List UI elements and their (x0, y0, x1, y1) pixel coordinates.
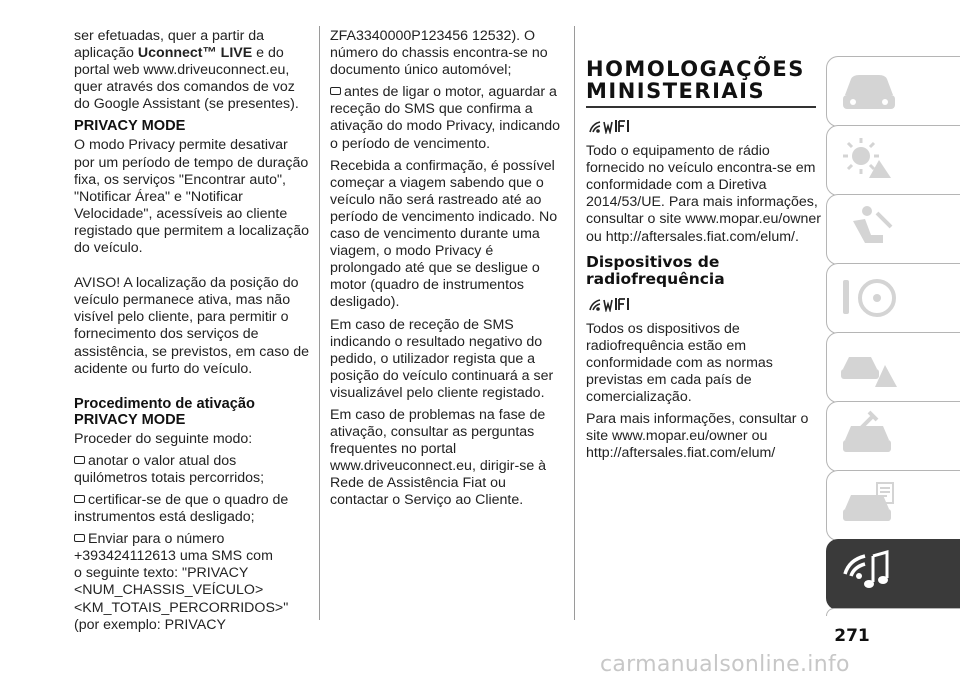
car-dashboard-icon (839, 65, 899, 119)
paragraph: Para mais informações, consultar o site www.mopar.eu/owner ou http://aftersales.fiat.com/elum/ (586, 411, 809, 462)
paragraph: Em caso de receção de SMS indicando o resultado negativo do pedido, o utilizador regista que a posição do veículo continuará a ser visualizável pelo cliente registado. (330, 316, 554, 401)
tab-index[interactable] (826, 608, 960, 616)
bullet-icon (74, 534, 85, 542)
paragraph: Todo o equipamento de rádio fornecido no veículo encontra-se em conformidade com a Diretiva 2014/53/UE. Para mais informações, consultar o site www.mopar.eu/owner ou http://aftersales.fiat.com/elum/. (586, 143, 821, 245)
app-name: Uconnect™ LIVE (137, 45, 253, 62)
heading-radio-devices: Dispositivos de radiofrequência (586, 252, 725, 288)
paragraph: O modo Privacy permite desativar por um período de tempo de duração fixa, os serviços "Encontrar auto", "Notificar Área" e "Notificar Velocidade", acessíveis ao cliente registado que permitem a localização do veículo. (74, 137, 310, 257)
list-item: Enviar para o número +393424112613 uma SMS com o seguinte texto: "PRIVACY <NUM_CHASSIS_VEÍCULO> <KM_TOTAIS_PERCORRIDOS>" (por exemplo: PRIVACY (74, 531, 289, 633)
paragraph: Recebida a confirmação, é possível começar a viagem sabendo que o veículo não será rastreado até ao período de vencimento indicado. No caso de vencimento durante uma viagem, o modo Privacy é prolongado até que se desligue o motor (quadro de instrumentos desligado). (330, 157, 558, 311)
tab-steering-key[interactable] (826, 263, 960, 334)
page-number: 271 (834, 626, 870, 646)
specs-icon (839, 479, 899, 533)
radio-signal-icon (588, 296, 636, 312)
breakdown-icon (839, 341, 899, 395)
tab-seat-safety[interactable] (826, 194, 960, 265)
heading-rule (586, 106, 816, 108)
tab-breakdown[interactable] (826, 332, 960, 403)
steering-key-icon (839, 272, 899, 326)
tab-car-dashboard[interactable] (826, 56, 960, 127)
tab-multimedia[interactable] (826, 539, 960, 610)
text-column-1 (74, 28, 310, 634)
warning-lights-icon (839, 134, 899, 188)
radio-signal-icon (588, 118, 636, 134)
paragraph: ser efetuadas, quer a partir da aplicação Uconnect™ LIVE e do portal web www.driveuconnect.eu, quer através dos comandos de voz do Google Assistant (se presentes). (74, 28, 299, 113)
maintenance-icon (839, 410, 899, 464)
paragraph: ZFA3340000P123456 12532). O número do chassis encontra-se no documento único automóvel; (330, 28, 548, 79)
list-item: anotar o valor atual dos quilómetros totais percorridos; (74, 452, 265, 486)
tab-specs[interactable] (826, 470, 960, 541)
warning-paragraph: AVISO! A localização da posição do veículo permanece ativa, mas não visível pelo cliente, para permitir o fornecimento dos serviços de assistência, se previstos, em caso de acidente ou furto do veículo. (74, 275, 309, 377)
tab-maintenance[interactable] (826, 401, 960, 472)
paragraph: Proceder do seguinte modo: (74, 430, 253, 447)
list-item: certificar-se de que o quadro de instrumentos está desligado; (74, 491, 289, 526)
bullet-icon (74, 495, 85, 503)
bullet-icon (74, 456, 85, 464)
footer-watermark: carmanualsonline.info (600, 652, 850, 677)
seat-safety-icon (839, 203, 899, 257)
text-column-3 (586, 28, 822, 468)
section-heading-activation-procedure: Procedimento de ativação PRIVACY MODE (74, 395, 255, 428)
bullet-icon (330, 87, 341, 95)
text-column-2 (330, 28, 566, 515)
paragraph: Todos os dispositivos de radiofrequência estão em conformidade com as normas previstas em cada país de comercialização. (586, 320, 773, 406)
column-divider (574, 26, 575, 620)
tab-warning-lights[interactable] (826, 125, 960, 196)
heading-ministerial-approvals: HOMOLOGAÇÕES MINISTERIAIS (586, 57, 805, 103)
multimedia-icon (839, 548, 899, 602)
section-heading-privacy-mode: PRIVACY MODE (74, 118, 186, 135)
paragraph: Em caso de problemas na fase de ativação, consultar as perguntas frequentes no portal www.driveuconnect.eu, dirigir-se à Rede de Assistência Fiat ou contactar o Serviço ao Cliente. (330, 406, 547, 509)
chapter-tabs (826, 56, 960, 616)
column-divider (319, 26, 320, 620)
list-item: antes de ligar o motor, aguardar a receção do SMS que confirma a ativação do modo Privacy, indicando o período de vencimento. (330, 84, 561, 152)
